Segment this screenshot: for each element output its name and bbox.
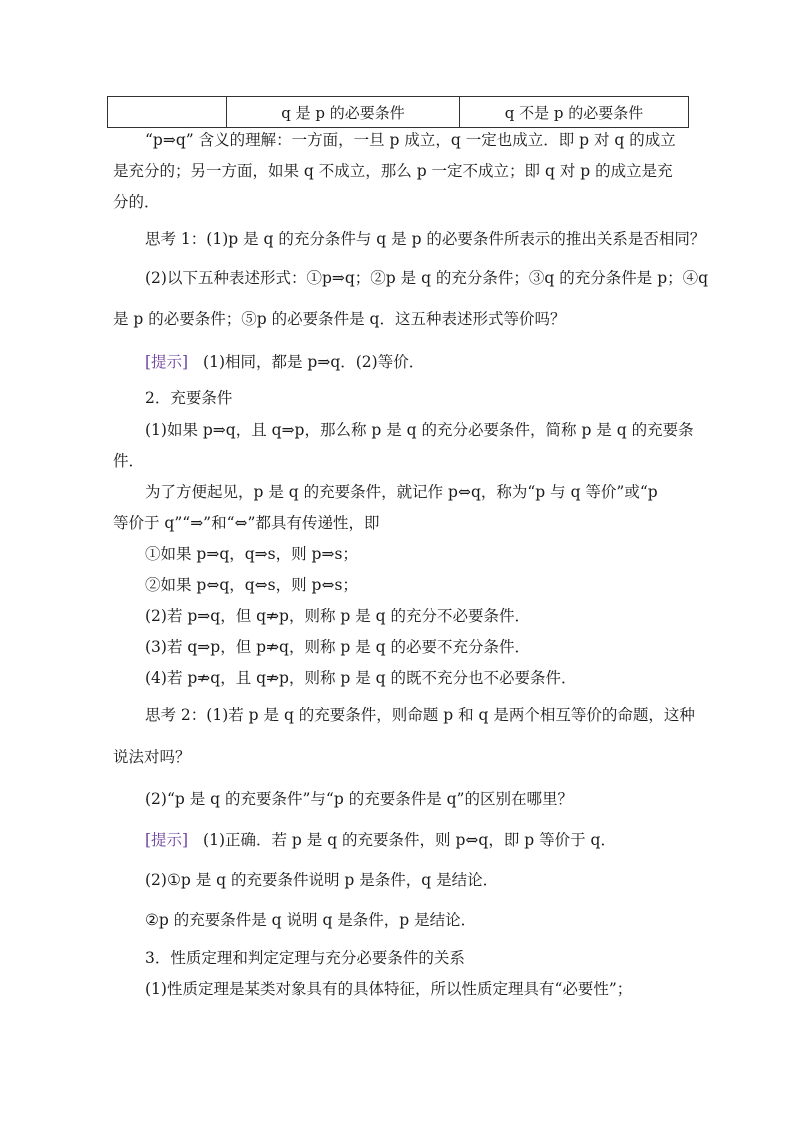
text-line: ②如果 p⇔q，q⇔s，则 p⇔s； xyxy=(145,576,358,594)
condition-table xyxy=(107,96,689,128)
text-line: 等价于 q”“⇒”和“⇔”都具有传递性，即 xyxy=(113,514,380,532)
text-line: ①如果 p⇒q，q⇒s，则 p⇒s； xyxy=(145,545,358,563)
hint-label: [提示] xyxy=(145,353,189,371)
text-line: (1)性质定理是某类对象具有的具体特征，所以性质定理具有“必要性”； xyxy=(145,980,633,998)
text-line: (4)若 p⇏q，且 q⇏p，则称 p 是 q 的既不充分也不必要条件． xyxy=(145,669,577,687)
text-line: 分的． xyxy=(113,193,160,211)
text-line: ②p 的充要条件是 q 说明 q 是条件，p 是结论． xyxy=(145,911,477,929)
text-line: (3)若 q⇒p，但 p⇏q，则称 p 是 q 的必要不充分条件． xyxy=(145,638,531,656)
hint-text: (1)正确．若 p 是 q 的充要条件，则 p⇔q，即 p 等价于 q． xyxy=(203,831,616,849)
table-cell-empty xyxy=(108,97,227,128)
text-line: 为了方便起见，p 是 q 的充要条件，就记作 p⇔q，称为“p 与 q 等价”或“p xyxy=(145,483,658,501)
text-line: 是 p 的必要条件；⑤p 的必要条件是 q．这五种表述形式等价吗？ xyxy=(113,310,566,328)
table-cell-not-necessary: q 不是 p 的必要条件 xyxy=(460,97,689,128)
hint-line xyxy=(145,350,693,374)
text-line: (2)以下五种表述形式：①p⇒q；②p 是 q 的充分条件；③q 的充分条件是 p；④q xyxy=(145,269,709,287)
text-line: (2)①p 是 q 的充要条件说明 p 是条件，q 是结论． xyxy=(145,871,499,889)
text-line: (1)如果 p⇒q，且 q⇒p，那么称 p 是 q 的充分必要条件，简称 p 是 q 的充要条 xyxy=(145,421,694,439)
text-line: 件． xyxy=(113,452,145,470)
table-cell-necessary: q 是 p 的必要条件 xyxy=(227,97,460,128)
think-2-question: 思考 2：(1)若 p 是 q 的充要条件，则命题 p 和 q 是两个相互等价的命题，这种 xyxy=(145,706,695,724)
text-line: “p⇒q” 含义的理解：一方面，一旦 p 成立，q 一定也成立．即 p 对 q 的成立 xyxy=(145,131,676,149)
text-line: 说法对吗？ xyxy=(113,748,191,766)
text-line: 是充分的；另一方面，如果 q 不成立，那么 p 一定不成立；即 q 对 p 的成立是充 xyxy=(113,162,673,180)
hint-text: (1)相同，都是 p⇒q．(2)等价． xyxy=(203,353,425,371)
text-line: (2)若 p⇒q，但 q⇏p，则称 p 是 q 的充分不必要条件． xyxy=(145,607,531,625)
think-1-question: 思考 1：(1)p 是 q 的充分条件与 q 是 p 的必要条件所表示的推出关系是否相同？ xyxy=(145,230,706,248)
table-row xyxy=(108,97,689,128)
text-line: (2)“p 是 q 的充要条件”与“p 的充要条件是 q”的区别在哪里？ xyxy=(145,790,573,808)
section-heading: 2．充要条件 xyxy=(145,389,233,407)
section-heading: 3．性质定理和判定定理与充分必要条件的关系 xyxy=(145,949,465,967)
hint-line xyxy=(145,828,693,852)
hint-label: [提示] xyxy=(145,831,189,849)
